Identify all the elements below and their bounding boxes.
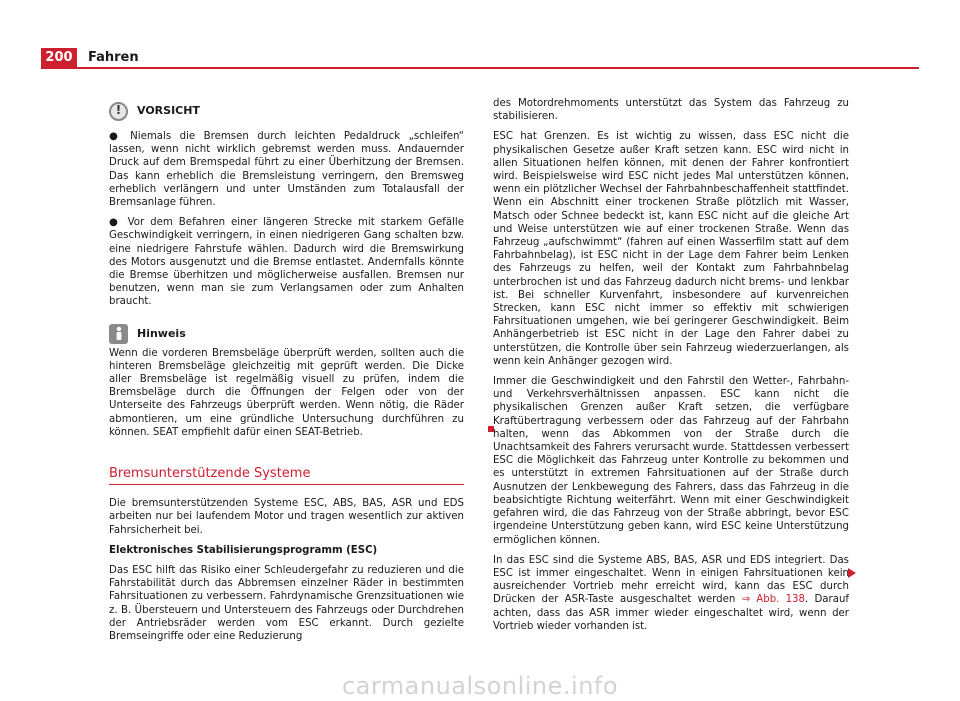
hint-text-block [109, 347, 464, 439]
caution-bullet [109, 216, 464, 308]
caution-bullet-text: Niemals die Bremsen durch leichten Pedaldruck „schleifen“ lassen, wenn nicht wirklich gebremst werden muss. Andauernder Druck auf dem Bremspedal führt zu einer Überhitzung der Bremsen. Das kann erheblich die Bremsleistung verringern, den Bremsweg erheblich verlängern und unter Umständen zum Totalausfall der Bremsanlage führen. [109, 131, 464, 209]
caution-title: VORSICHT [137, 104, 200, 118]
esc-subheading: Elektronisches Stabilisierungsprogramm (ESC) [109, 544, 378, 556]
hint-title: Hinweis [137, 327, 186, 341]
esc-paragraph: Das ESC hilft das Risiko einer Schleudergefahr zu reduzieren und die Fahrstabilität durch das Abbremsen einzelner Räder in bestimmten Fahrsituationen zu verbessern. Fahrdynamische Grenzsituationen wie z. B. Übersteuern und Untersteuern des Fahrzeugs oder Durchdrehen der Antriebsräder werden vom ESC erkannt. Durch gezielte Bremseingriffe oder eine Reduzierung [109, 565, 464, 643]
hint-text: Wenn die vorderen Bremsbeläge überprüft werden, sollten auch die hinteren Bremsbeläge gleichzeitig mit geprüft werden. Die Dicke aller Bremsbeläge ist regelmäßig visuell zu prüfen, indem die Bremsbeläge durch die Öffnungen der Felgen oder von der Unterseite des Fahrzeugs überprüft werden. Wenn nötig, die Räder abmontieren, um eine gründliche Untersuchung durchführen zu können. SEAT empfiehlt dafür einen SEAT-Betrieb. [109, 347, 464, 438]
section-title: Fahren [88, 50, 139, 65]
bullet-dot-icon: ● [109, 217, 121, 229]
caution-header [109, 100, 464, 122]
paragraph [493, 554, 849, 633]
figure-reference-link[interactable]: ⇒ Abb. 138 [741, 594, 806, 606]
caution-bullet-text: Vor dem Befahren einer längeren Strecke mit starkem Gefälle Geschwindigkeit verringern, in einen niedrigeren Gang schalten bzw. eine niedrigere Fahrstufe wählen. Dadurch wird die Bremswirkung des Motors ausgenutzt und die Bremse entlastet. Andernfalls könnte die Bremse überhitzen und möglicherweise ausfallen. Bremsen nur benutzen, wenn man sie zum Verlangsamen oder zum Anhalten braucht. [109, 217, 465, 308]
info-hint-icon [109, 324, 128, 344]
paragraph: ESC hat Grenzen. Es ist wichtig zu wissen, dass ESC nicht die physikalischen Gesetze außer Kraft setzen kann. ESC wird nicht in allen Situationen helfen können, mit denen der Fahrer konfrontiert wird. Beispielsweise wird ESC nicht jedes Mal unterstützen können, wenn ein plötzlicher Wechsel der Fahrbahnbeschaffenheit stattfindet. Wenn ein Abschnitt einer trockenen Straße plötzlich mit Wasser, Matsch oder Schnee bedeckt ist, kann ESC nicht auf die gleiche Art und Weise unterstützen wie auf einer trockenen Straße. Wenn das Fahrzeug „aufschwimmt“ (fahren auf einen Wasserfilm statt auf dem Fahrbahnbelag), ist ESC nicht in der Lage dem Fahrer beim Lenken des Fahrzeugs zu helfen, weil der Kontakt zum Fahrbahnbelag unterbrochen ist und das Fahrzeug dadurch nicht brems- und lenkbar ist. Bei schneller Kurvenfahrt, insbesondere auf kurvenreichen Strecken, kann ESC nicht immer so effektiv mit schwierigen Fahrsituationen umgehen, wie bei geringerer Geschwindigkeit. Beim Anhängerbetrieb ist ESC nicht in der Lage den Fahrer dabei zu unterstützen, die Kontrolle über sein Fahrzeug wiederzuerlangen, als wenn kein Anhänger gezogen wird. [493, 131, 849, 367]
caution-bullet [109, 130, 464, 209]
right-column [493, 97, 849, 640]
header-rule [41, 67, 919, 69]
paragraph-text: . Darauf achten, dass das ASR immer wieder eingeschaltet wird, wenn der Vortrieb wieder vorhanden ist. [493, 594, 850, 632]
left-column [109, 100, 464, 650]
paragraph: Immer die Geschwindigkeit und den Fahrstil den Wetter-, Fahrbahn- und Verkehrsverhältnissen anpassen. ESC kann nicht die physikalischen Grenzen außer Kraft setzen, die verfügbare Kraftübertragung verbessern oder das Fahrzeug auf der Fahrbahn halten, wenn das Abkommen von der Straße durch die Unachtsamkeit des Fahrers verursacht wurde. Stattdessen verbessert ESC die Möglichkeit das Fahrzeug unter Kontrolle zu bekommen und es unterstützt in extremen Fahrsituationen auf der Straße durch Ausnutzen der Lenkbewegung des Fahrers, dass das Fahrzeug in die beabsichtigte Richtung weiterfährt. Wenn mit einer Geschwindigkeit gefahren wird, die das Fahrzeug von der Straße abbringt, bevor ESC irgendeine Unterstützung geben kann, wird ESC keine Unterstützung ermöglichen können. [493, 376, 849, 546]
paragraph-text: In das ESC sind die Systeme ABS, BAS, ASR und EDS integriert. Das ESC ist immer eingeschaltet. Wenn in einigen Fahrsituationen kein ausreichender Vortrieb mehr erreicht wird, kann das ESC durch Drücken der ASR-Taste ausgeschaltet werden [493, 554, 849, 606]
paragraph: des Motordrehmoments unterstützt das System das Fahrzeug zu stabilisieren. [493, 98, 849, 123]
bullet-dot-icon: ● [109, 131, 124, 142]
hint-header [109, 323, 464, 345]
continue-arrow-icon [848, 568, 856, 578]
page-number: 200 [45, 50, 73, 65]
intro-paragraph: Die bremsunterstützenden Systeme ESC, ABS, BAS, ASR und EDS arbeiten nur bei laufendem Motor und tragen wesentlich zur aktiven Fahrsicherheit bei. [109, 498, 464, 536]
watermark: carmanualsonline.info [341, 672, 619, 700]
exclamation-circle-icon: ! [109, 102, 128, 121]
section-heading: Bremsunterstützende Systeme [109, 467, 464, 485]
